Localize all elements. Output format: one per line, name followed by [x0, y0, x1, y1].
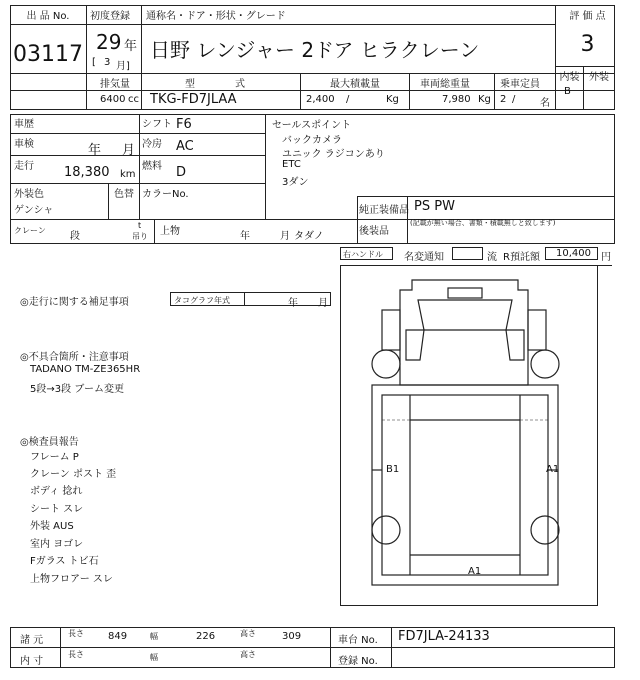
ac-label: 冷房 — [142, 139, 162, 150]
body-year-unit: 年 — [240, 231, 250, 242]
length-label: 長さ — [68, 629, 84, 638]
sales-point-item: ETC — [282, 159, 301, 170]
inspector-label: ◎検査員報告 — [20, 437, 79, 448]
inspector-item: 外装 AUS — [30, 521, 74, 532]
width: 226 — [196, 631, 216, 642]
type: TKG-FD7JLAA — [150, 92, 237, 107]
chassis-label: 車台 No. — [338, 635, 378, 646]
fuel-label: 燃料 — [142, 161, 162, 172]
crane-stage-unit: 段 — [70, 231, 80, 242]
inspection-year-unit: 年 — [88, 143, 102, 158]
model-label: 通称名・ドア・形状・グレード — [146, 11, 286, 22]
grade-label: 評 価 点 — [569, 11, 606, 22]
fuel: D — [176, 165, 187, 180]
capacity-sep: / — [512, 94, 516, 105]
tacho-label: タコグラフ年式 — [174, 296, 230, 305]
inspection-label: 車検 — [14, 139, 34, 150]
max-load-sep: / — [346, 94, 350, 105]
sales-point-item: 3ダン — [282, 177, 309, 188]
inspector-item: フレーム P — [30, 452, 79, 463]
color-change-label: 色替 — [114, 189, 134, 200]
damage-mark: A1 — [546, 464, 560, 475]
width-label: 幅 — [150, 653, 158, 662]
recycle-amount: 10,400 — [556, 248, 591, 259]
crane-ton-unit: t — [138, 221, 142, 230]
width-label: 幅 — [150, 632, 158, 641]
mileage-label: 走行 — [14, 161, 34, 172]
chassis-no: FD7JLA-24133 — [398, 629, 490, 644]
grade: 3 — [580, 32, 595, 57]
displacement-label: 排気量 — [100, 79, 130, 90]
year-unit: 年 — [124, 39, 138, 54]
month-unit: 月] — [116, 61, 130, 72]
length: 849 — [108, 631, 128, 642]
lot-no: 03117 — [13, 42, 83, 67]
first-reg-month: 3 — [104, 57, 111, 68]
reg-label: 登録 No. — [338, 656, 378, 667]
inspector-item: Fガラス トビ石 — [30, 556, 99, 567]
recycle-label: R預託額 — [503, 252, 540, 263]
equipment-label: 純正装備品 — [359, 205, 409, 216]
max-load: 2,400 — [306, 94, 335, 105]
sales-point-item: バックカメラ — [282, 135, 342, 146]
shift-label: シフト — [142, 119, 172, 130]
month-open: [ — [92, 57, 96, 68]
defects-label: ◎不具合箇所・注意事項 — [20, 352, 129, 363]
first-reg-label: 初度登録 — [90, 11, 130, 22]
crane-hook-unit: 吊り — [132, 232, 148, 241]
recycle-prefix: 流 — [487, 252, 497, 263]
height-label: 高さ — [240, 629, 256, 638]
gross-weight-label: 車両総重量 — [420, 79, 470, 90]
steering: 右ハンドル — [343, 250, 383, 259]
inspector-item: 室内 ヨゴレ — [30, 539, 84, 550]
defect-item: TADANO TM-ZE365HR — [30, 364, 141, 375]
interior-dims-label: 内 寸 — [20, 656, 44, 667]
history-label: 車歴 — [14, 119, 34, 130]
aftermarket-label: 後装品 — [359, 226, 389, 237]
aftermarket-note: (記載が無い場合、書類・積載無しと致します) — [410, 219, 556, 227]
sales-point-item: ユニック ラジコンあり — [282, 149, 385, 160]
ac: AC — [176, 139, 194, 154]
gross-weight-unit: Kg — [478, 94, 491, 105]
displacement-unit: cc — [128, 94, 139, 105]
max-load-unit: Kg — [386, 94, 399, 105]
recycle-unit: 円 — [601, 252, 611, 263]
mileage-unit: km — [120, 169, 136, 180]
capacity: 2 — [500, 94, 507, 105]
interior-grade: B — [564, 86, 571, 97]
damage-mark: B1 — [386, 464, 400, 475]
displacement: 6400 — [100, 94, 126, 105]
notice-label: 名変通知 — [404, 252, 444, 263]
dims-label: 諸 元 — [20, 635, 44, 646]
damage-mark: A1 — [468, 566, 482, 577]
inspector-item: シート スレ — [30, 504, 84, 515]
driving-notes-label: ◎走行に関する補足事項 — [20, 297, 129, 308]
length-label: 長さ — [68, 650, 84, 659]
body-month-unit: 月 — [280, 231, 290, 242]
capacity-unit: 名 — [540, 98, 550, 109]
shift: F6 — [176, 117, 192, 132]
gross-weight: 7,980 — [442, 94, 471, 105]
sales-points-label: セールスポイント — [272, 120, 352, 131]
equipment-value: PS PW — [414, 199, 455, 214]
model-name: 日野 レンジャー 2ドア ヒラクレーン — [150, 38, 480, 62]
tacho-year-unit: 年 — [288, 298, 298, 309]
type-label: 型 式 — [185, 79, 245, 90]
body-label: 上物 — [160, 226, 180, 237]
first-reg-year: 29 — [96, 30, 122, 54]
color-no-label: カラーNo. — [142, 189, 189, 200]
max-load-label: 最大積載量 — [330, 79, 380, 90]
color: ゲンシャ — [14, 205, 54, 216]
height-label: 高さ — [240, 650, 256, 659]
capacity-label: 乗車定員 — [500, 79, 540, 90]
inspector-item: ボディ 捻れ — [30, 486, 83, 497]
inspection-month-unit: 月 — [122, 143, 136, 158]
defect-item: 5段→3段 ブーム変更 — [30, 384, 124, 395]
height: 309 — [282, 631, 302, 642]
mileage: 18,380 — [64, 165, 110, 180]
inspector-item: クレーン ポスト 歪 — [30, 469, 117, 480]
body-maker: タダノ — [294, 231, 324, 242]
interior-label: 内装 — [559, 72, 580, 83]
crane-label: クレーン — [14, 226, 46, 235]
exterior-label: 外装 — [589, 72, 609, 83]
tacho-month-unit: 月 — [318, 298, 328, 309]
color-label: 外装色 — [14, 189, 44, 200]
lot-no-label: 出 品 No. — [26, 11, 70, 22]
inspector-item: 上物フロアー スレ — [30, 574, 113, 585]
